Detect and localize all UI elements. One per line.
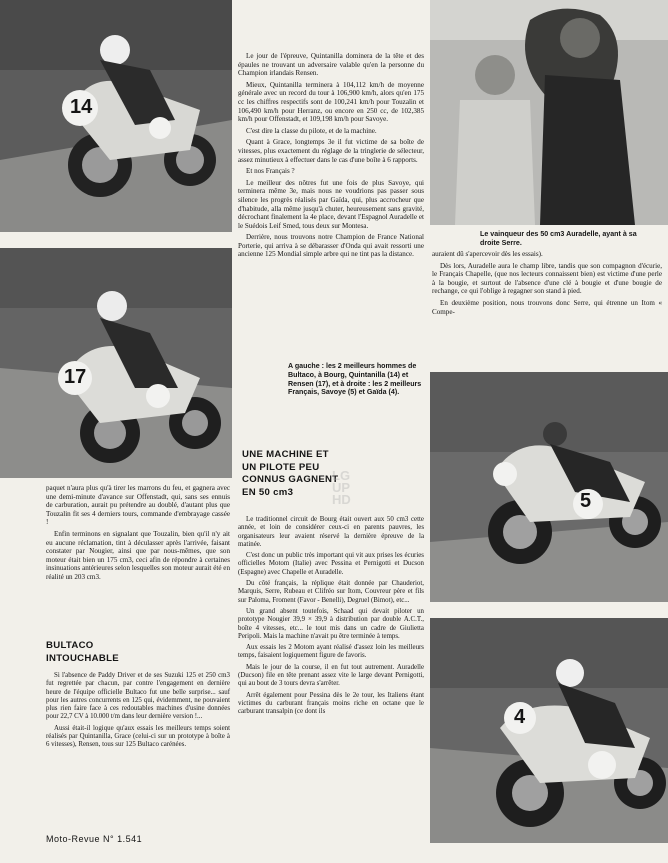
headline-line: UNE MACHINE ET [242, 449, 329, 460]
paragraph: Mais le jour de la course, il en fut tout autrement. Auradelle (Ducson) file en tête prenant assez vite le large devant Pernigotti, qui au bout de 3 tours devra s'arrêter. [238, 663, 424, 688]
paragraph: Mieux, Quintanilla terminera à 104,112 km/h de moyenne générale avec un record du tour à 106,900 km/h, alors qu'en 175 cc les chiffres respectifs sont de 100,241 km/h pour Touzalin et 106,490 km/h pour Herranz, ou encore en 250 cc, de 102,385 km/h pour Offenstadt, et 109,198 km/h pour Savoye. [238, 80, 424, 124]
paragraph: Le jour de l'épreuve, Quintanilla dominera de la tête et des épaules ne trouvant un adversaire valable qu'en la personne du Champion irlandais Rensen. [238, 52, 424, 78]
article-column-2-top [238, 52, 424, 262]
photo-quintanilla-14 [0, 0, 232, 232]
paragraph: Le traditionnel circuit de Bourg était ouvert aux 50 cm3 cette année, et loin de considérer ceux-ci en parents pauvres, les organisateurs leur avaient réservé la dernière épreuve de la matinée. [238, 516, 424, 548]
race-number-5: 5 [580, 490, 592, 512]
paragraph: Si l'absence de Paddy Driver et de ses Suzuki 125 et 250 cm3 fut regrettée par chacun, par contre l'engagement en dernière heure de l'équipe officielle Bultaco fut une belle surprise... sauf pour les autres concurrents en 125 qui, évidemment, ne pouvaient plus rien faire face à ces redoutables machines d'usine données pour 22,7 CV à 10.000 t/m dans leur dernière version !... [46, 672, 230, 721]
watermark: LG UP HD [332, 468, 351, 507]
paragraph: Quant à Grace, longtemps 3e il fut victime de sa boîte de vitesses, plus exactement du réglage de la tringlerie de sélecteur, assez minutieux à effectuer dans le cas d'une boîte à 6 rapports. [238, 138, 424, 164]
photo-savoye-5 [430, 372, 668, 602]
photo-auradelle-serre [430, 0, 668, 225]
paragraph: auraient dû s'apercevoir dès les essais). [432, 250, 543, 258]
headline-line: UN PILOTE PEU [242, 461, 320, 473]
paragraph: Un grand absent toutefois, Schaad qui devait piloter un prototype Nougier 39,9 × 39,9 à distribution par double A.C.T., boîte 4 vitesses, etc... le tout mis dans un cadre de Giulietta Peripoli. Mais la machine n'avait pu être terminée à temps. [238, 607, 424, 640]
paragraph: Arrêt également pour Pessina dès le 2e tour, les Italiens étant victimes du carburant français moins riche en octane que le carburant transalpin (ce dont ils [238, 691, 424, 716]
paragraph: paquet n'aura plus qu'à tirer les marrons du feu, et gagnera avec une demi-minute d'avance sur Offenstadt, qui, sans ses ennuis de carburation, aurait pu prétendre au doublé, d'autant plus que Touzalin fit ses 4 derniers tours, commande d'embrayage cassée ! [46, 484, 230, 527]
race-number-4: 4 [514, 706, 526, 728]
article-bultaco [46, 672, 230, 753]
paragraph: C'est donc un public très important qui vit aux prises les écuries officielles Motom (Italie) avec Pessina et Pernigotti et Ducson (Espagne) avec Chapelle et Auradelle. [238, 552, 424, 576]
paragraph: Et nos Français ? [246, 167, 295, 176]
photo-rensen-17 [0, 248, 232, 478]
headline-line: INTOUCHABLE [46, 652, 119, 664]
photo-gaida-4 [430, 618, 668, 843]
caption-bultaco-francais: A gauche : les 2 meilleurs hommes de Bultaco, à Bourg, Quintanilla (14) et Rensen (17), et à droite : les 2 meilleurs Français, Savoye (5) et Gaïda (4). [288, 362, 422, 397]
article-column-2-bottom [238, 516, 424, 720]
race-number-14: 14 [70, 96, 93, 118]
headline-line: EN 50 cm3 [242, 486, 294, 498]
paragraph: C'est dire la classe du pilote, et de la machine. [246, 126, 377, 135]
paragraph: Dès lors, Auradelle aura le champ libre, tandis que son compagnon d'écurie, le Français Chapelle, (que nos lecteurs connaissent bien) est victime d'une perle à la bougie, et surtout de l'absence d'une clé à bougie et d'une bougie de rechange, ce qui l'oblige à regagner son stand à pied. [432, 261, 662, 296]
paragraph: En deuxième position, nous trouvons donc Serre, qui étrenne un Itom « Compe- [432, 298, 662, 316]
caption-vainqueur-50cm3: Le vainqueur des 50 cm3 Auradelle, ayant à sa droite Serre. [480, 230, 637, 247]
headline-line: BULTACO [46, 640, 94, 651]
article-column-1 [46, 484, 230, 585]
race-number-17: 17 [64, 366, 87, 388]
paragraph: Enfin terminons en signalant que Touzalin, bien qu'il n'y ait eu aucune réclamation, tint à déculasser après l'arrivée, faisant constater par Nougier, ainsi que par nous-mêmes, que son moteur était bien un 175 cm3, ceci afin de répondre à certaines insinuations antérieures selon lesquelles son moteur aurait été en réalité un 203 cm3. [46, 529, 230, 581]
headline-bultaco [46, 640, 230, 665]
paragraph: Le meilleur des nôtres fut une fois de plus Savoye, qui terminera même 3e, mais nous ne voudrions pas passer sous silence les progrès réalisés par Gaïda, qui, plus accrocheur que d'habitude, alla même jusqu'à chuter, heureusement sans gravité, décrochant finalement la 4e place, devant l'Espagnol Auradelle et le Suédois Leif Smed, tous deux sur Montesa. [238, 178, 424, 230]
article-column-3 [432, 250, 662, 319]
paragraph: Aux essais les 2 Motom ayant réalisé d'assez loin les meilleurs temps, faisaient logiquement figure de favoris. [238, 644, 424, 660]
paragraph: Du côté français, la réplique était donnée par Chauderiot, Marquis, Serre, Rubeau et Clifréo sur Itom, Couvreur père et fils sur Paloma, Froment (Favor - Benelli), Degruel (Bimot), etc... [238, 580, 424, 604]
paragraph: Derrière, nous trouvons notre Champion de France National Porterie, qui arriva à se débarasser d'Onda qui avait ressorti une ancienne 125 Mondial simple arbre qui ne tint pas la distance. [238, 233, 424, 259]
paragraph: Aussi était-il logique qu'aux essais les meilleurs temps soient réalisés par Quintanilla, Grace (celui-ci sur un prototype à boîte à 6 vitesses), Rensen, tous sur 125 Bultaco carénées. [46, 724, 230, 749]
headline-line: CONNUS GAGNENT [242, 474, 339, 485]
page-footer: Moto-Revue N° 1.541 [46, 834, 143, 844]
